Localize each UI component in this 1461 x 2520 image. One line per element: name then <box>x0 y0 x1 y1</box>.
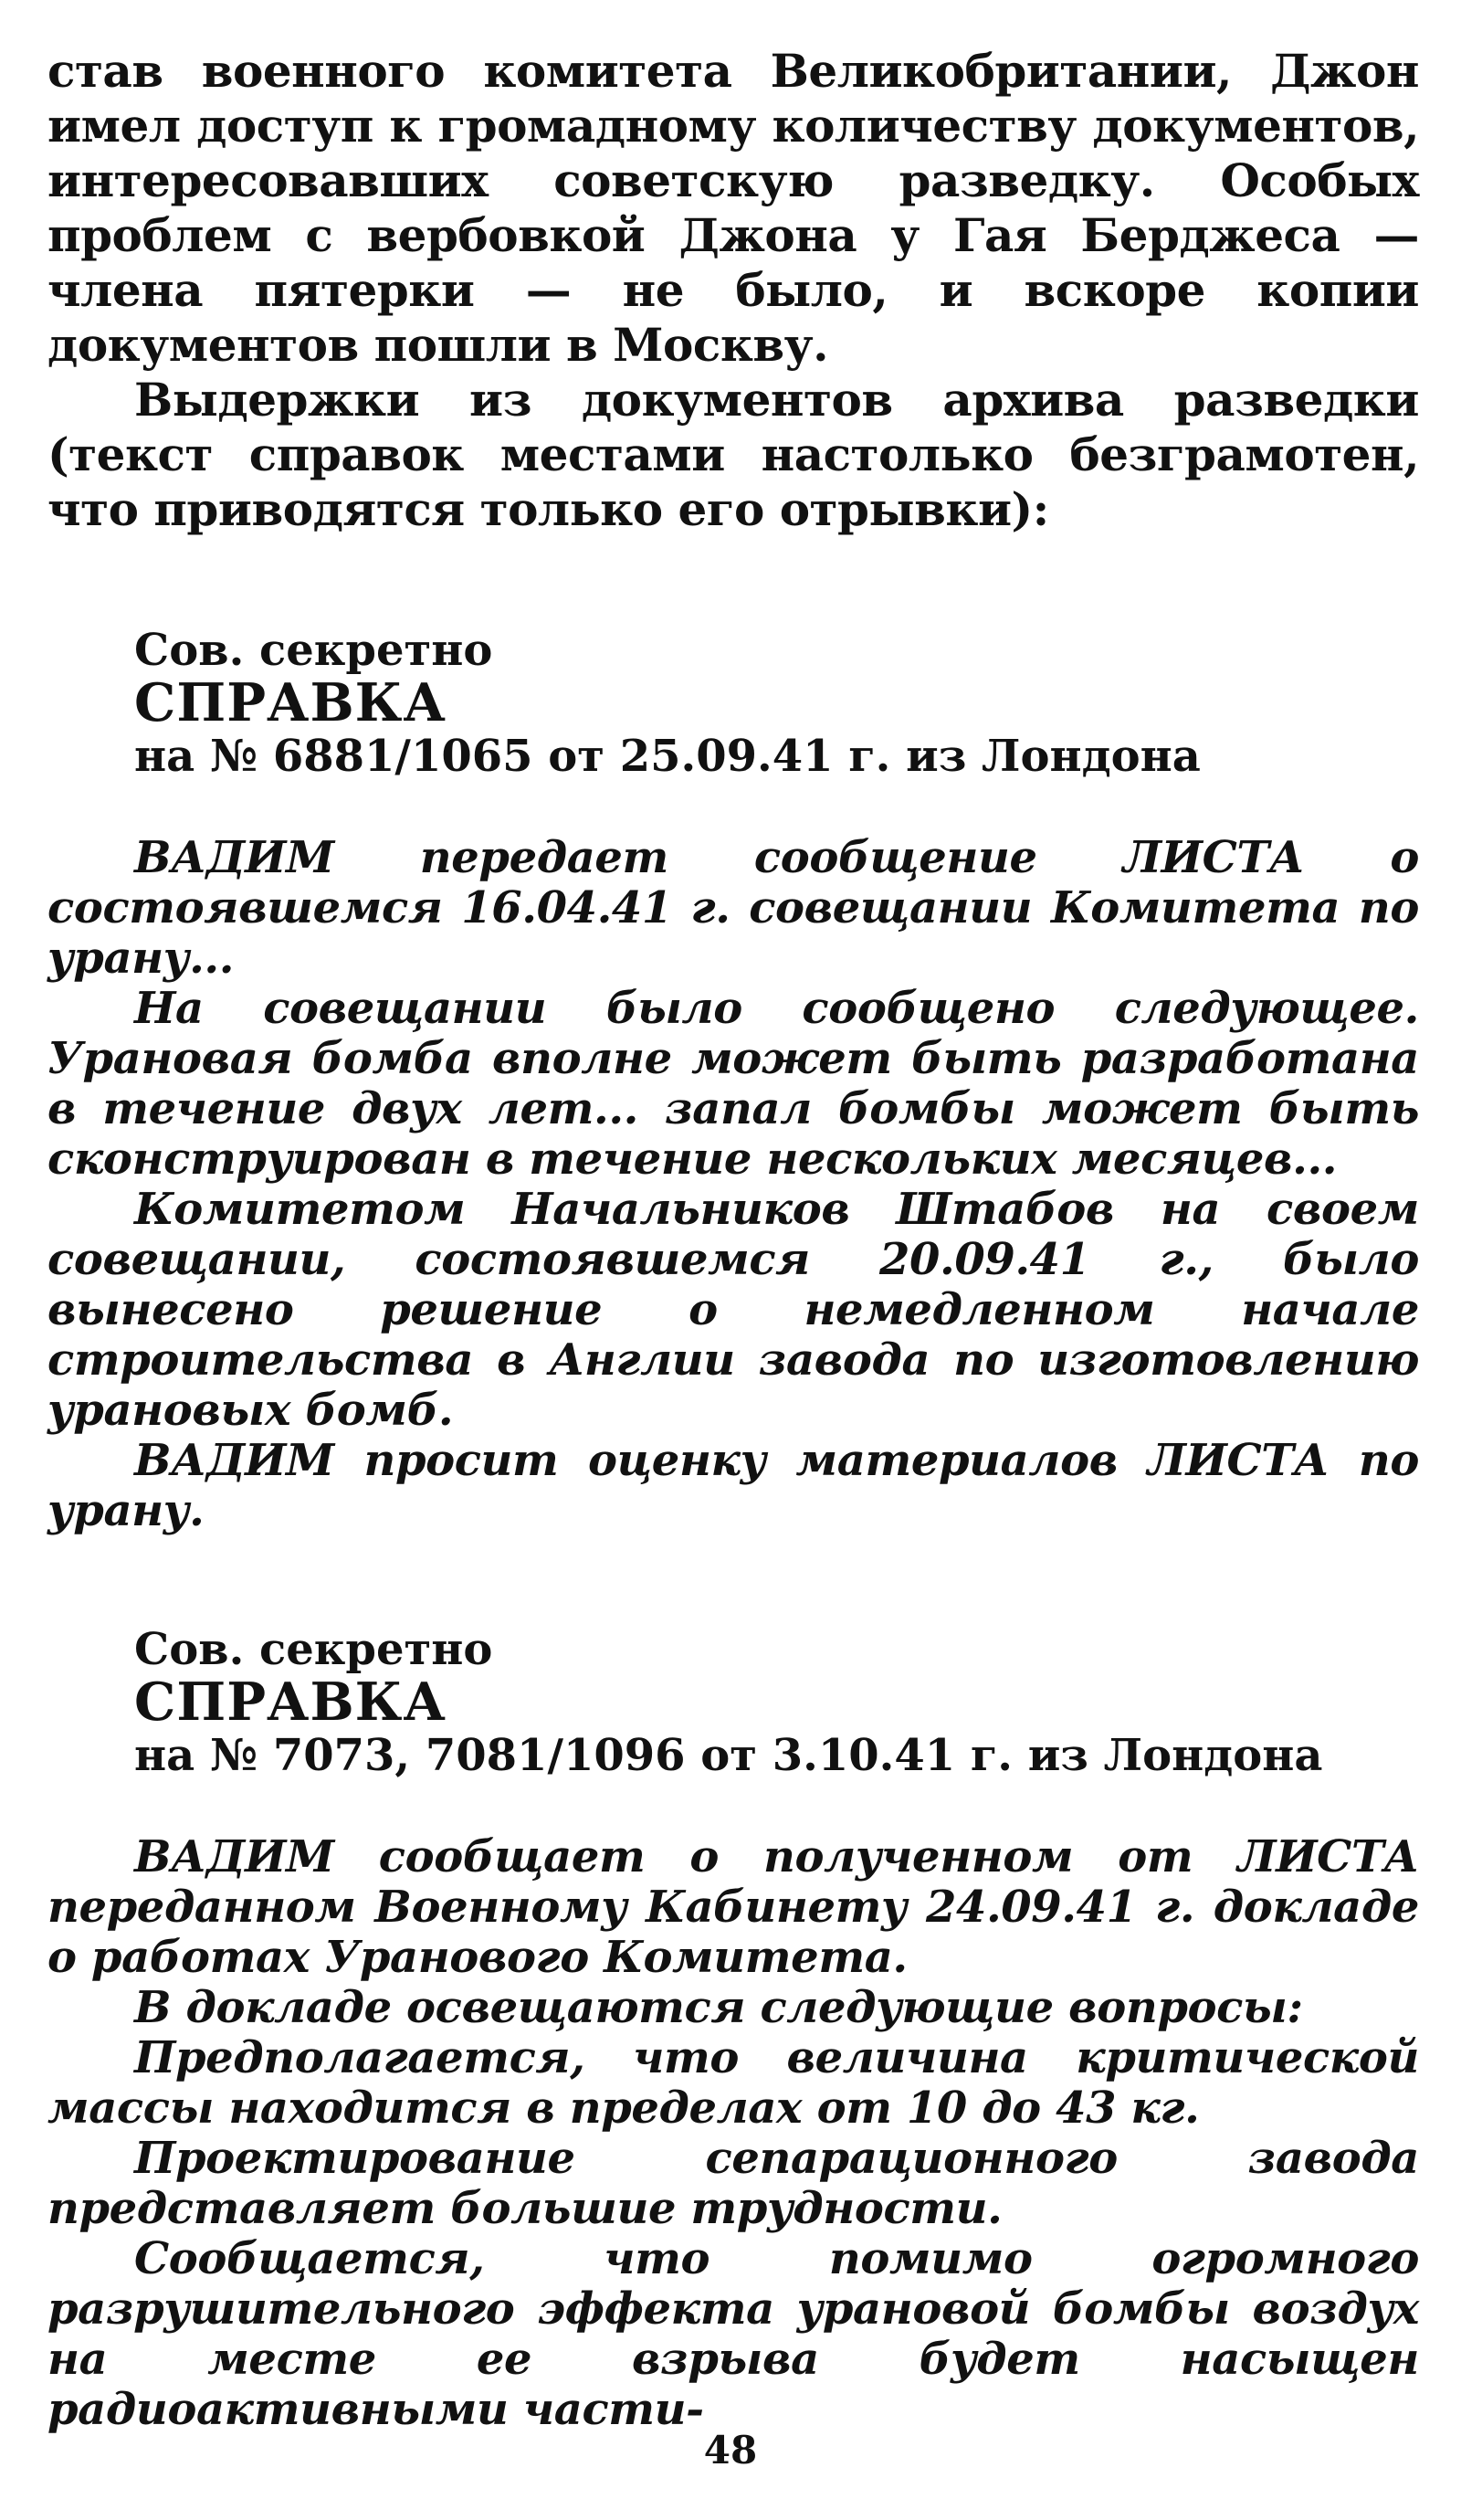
document-title: СПРАВКА <box>134 672 447 733</box>
document-1 <box>47 624 1419 1536</box>
intro-paragraph-2: Выдержки из документов архива разведки (текст справок местами настолько безграмотен, что приводятся только его отрывки): <box>47 373 1419 536</box>
document-1-paragraph-2: На совещании было сообщено следующее. Урановая бомба вполне может быть разработана в течение двух лет... запал бомбы может быть сконструирован в течение нескольких месяцев... <box>47 983 1419 1185</box>
document-1-paragraph-1: ВАДИМ передает сообщение ЛИСТА о состоявшемся 16.04.41 г. совещании Комитета по урану... <box>47 832 1419 984</box>
secrecy-stamp: Сов. секретно <box>134 625 493 676</box>
intro-paragraph-1: став военного комитета Великобритании, Джон имел доступ к громадному количеству документов, интересовавших советскую разведку. Особых проблем с вербовкой Джона у Гая Берджеса — члена пятерки — не было, и вскоре копии документов пошли в Москву. <box>47 44 1419 372</box>
document-2 <box>47 1623 1419 2435</box>
document-1-paragraph-4: ВАДИМ просит оценку материалов ЛИСТА по урану. <box>47 1435 1419 1536</box>
book-page <box>47 44 1419 2435</box>
document-1-paragraph-3: Комитетом Начальников Штабов на своем совещании, состоявшемся 20.09.41 г., было вынесено решение о немедленном начале строительства в Англии завода по изготовлению урановых бомб. <box>47 1184 1419 1436</box>
secrecy-stamp: Сов. секретно <box>134 1624 493 1675</box>
document-2-paragraph-5: Сообщается, что помимо огромного разрушительного эффекта урановой бомбы воздух на месте ее взрыва будет насыщен радиоактивными части- <box>47 2233 1419 2435</box>
document-reference: на № 6881/1065 от 25.09.41 г. из Лондона <box>134 731 1201 782</box>
page-number: 48 <box>703 2428 758 2473</box>
document-title: СПРАВКА <box>134 1671 447 1733</box>
document-2-paragraph-1: ВАДИМ сообщает о полученном от ЛИСТА переданном Военному Кабинету 24.09.41 г. докладе о работах Уранового Комитета. <box>47 1831 1419 1983</box>
document-2-paragraph-2: В докладе освещаются следующие вопросы: <box>134 1982 1303 2033</box>
document-reference: на № 7073, 7081/1096 от 3.10.41 г. из Лондона <box>134 1730 1323 1781</box>
document-2-paragraph-3: Предполагается, что величина критической массы находится в пределах от 10 до 43 кг. <box>47 2032 1419 2134</box>
document-2-paragraph-4: Проектирование сепарационного завода представляет большие трудности. <box>47 2133 1419 2234</box>
